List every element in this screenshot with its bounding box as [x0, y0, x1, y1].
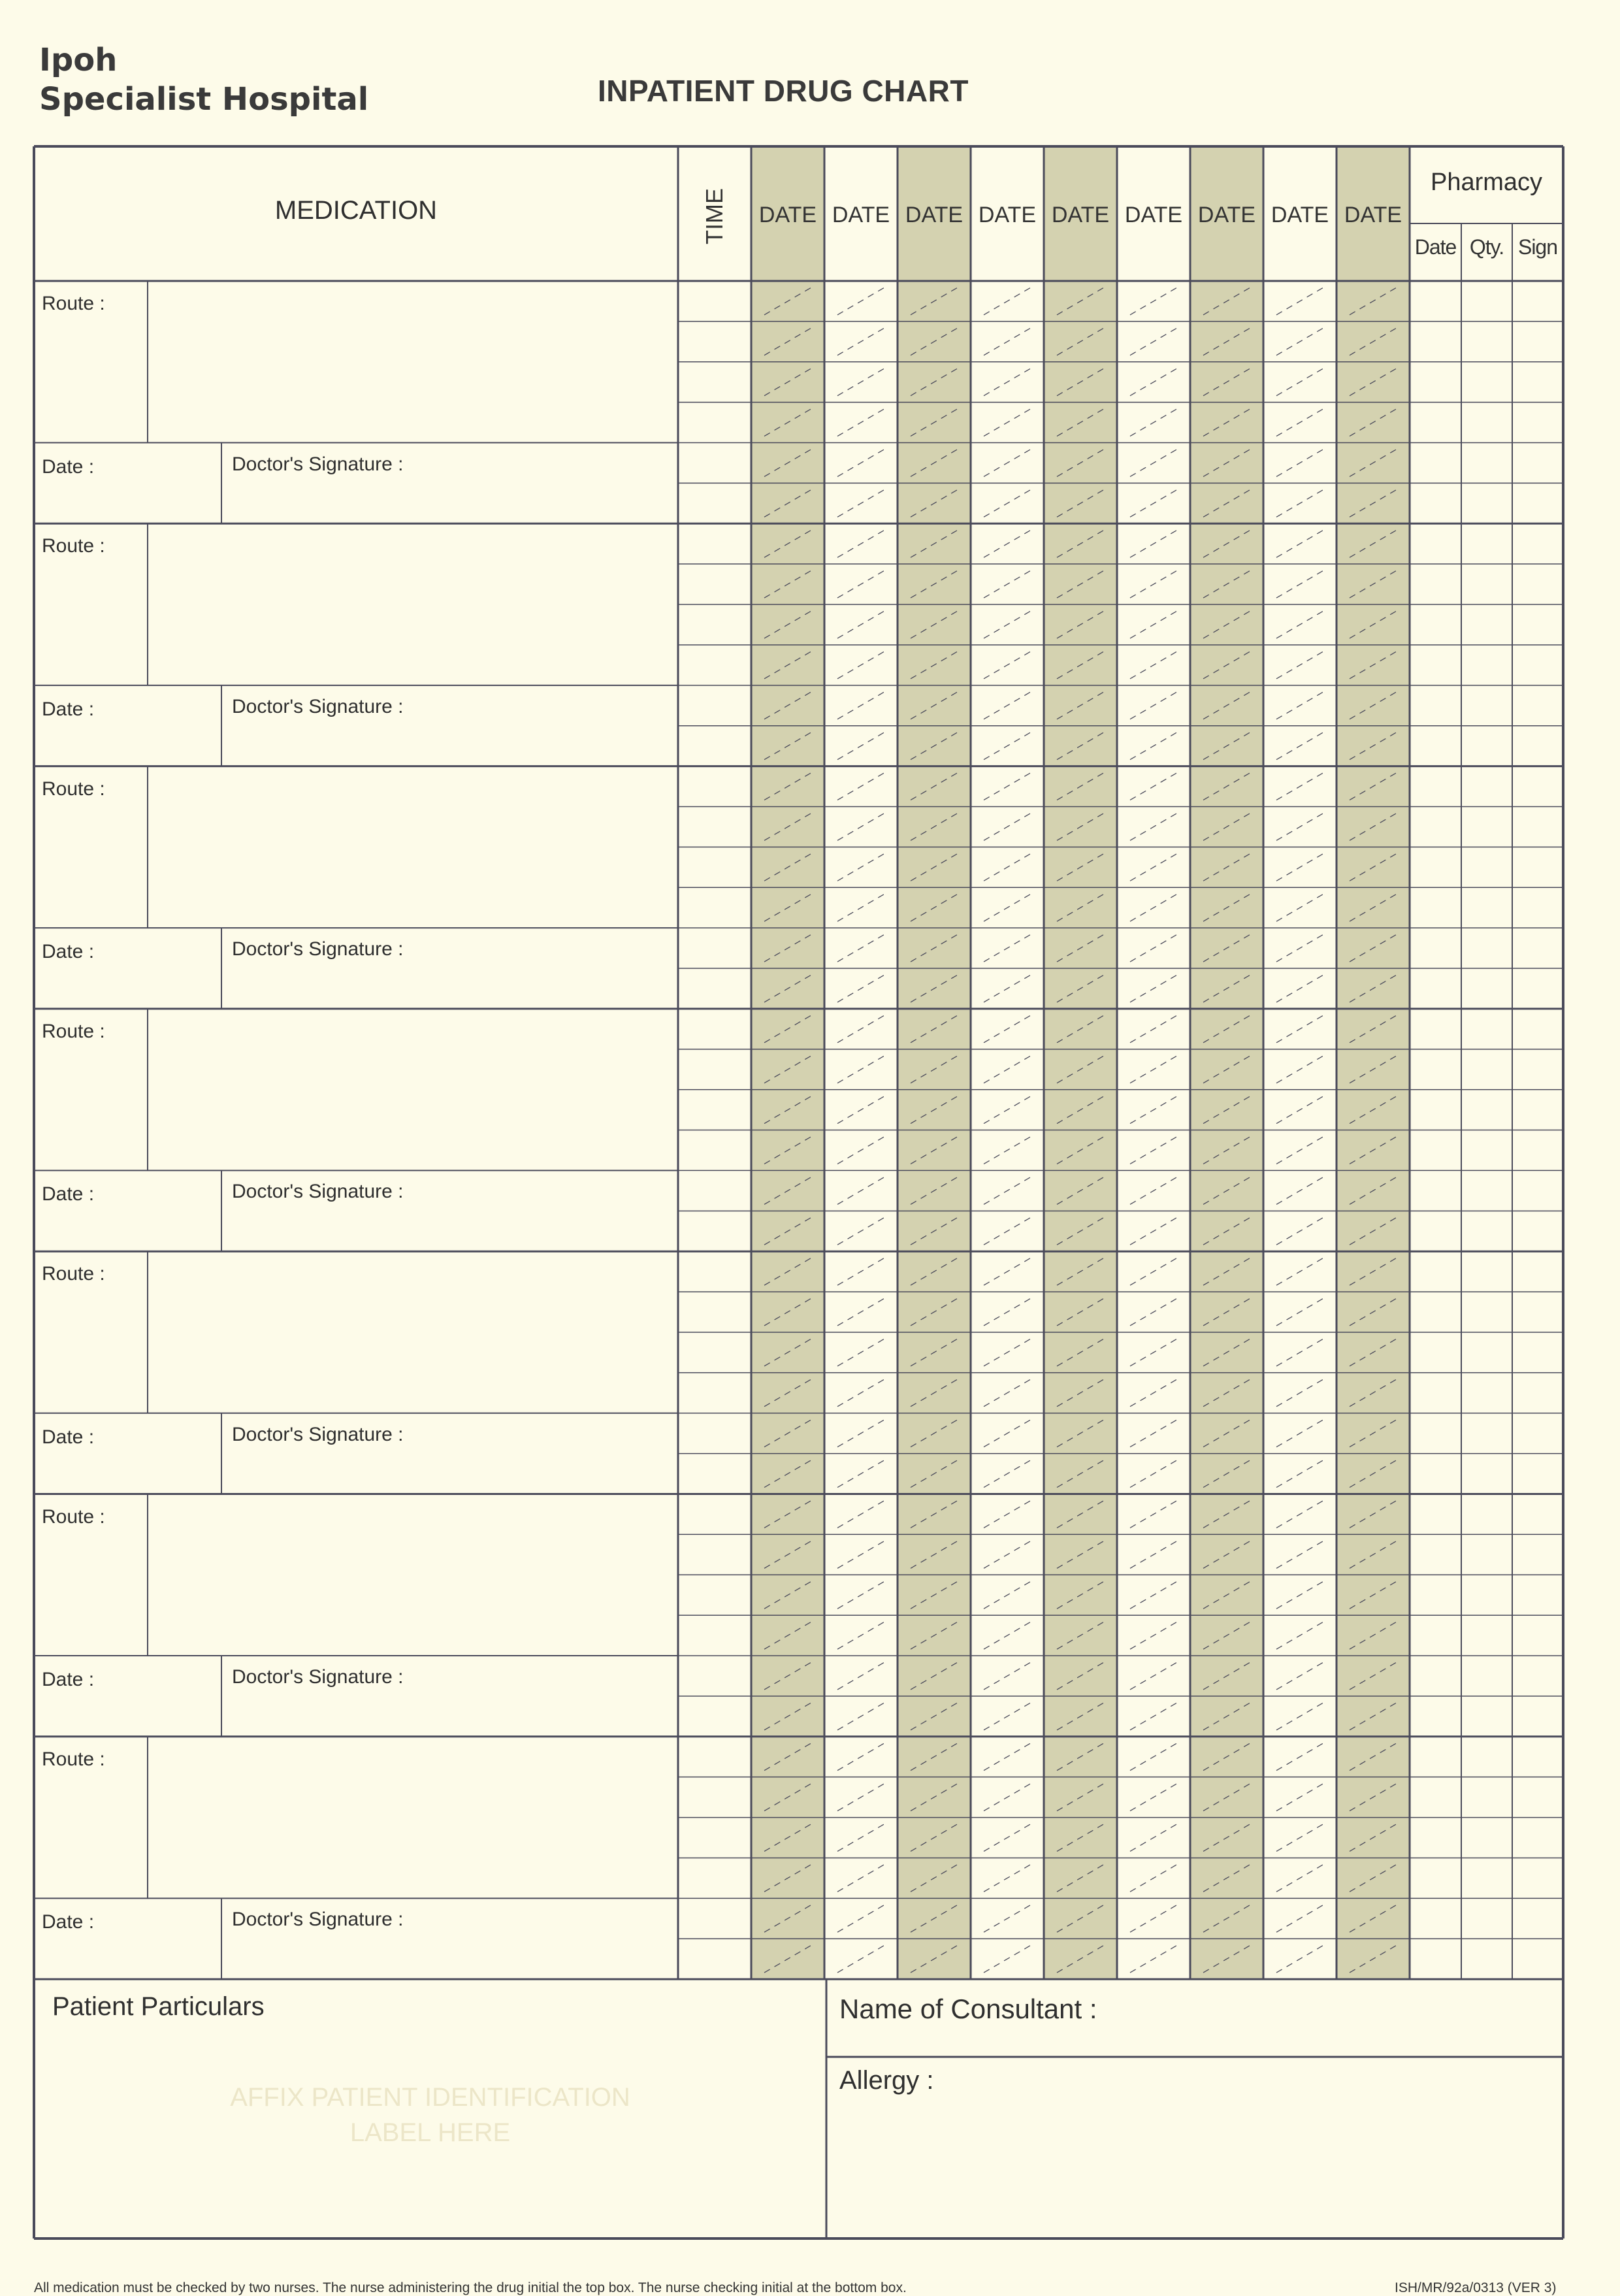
initial-slash — [1276, 1015, 1323, 1043]
initial-slash — [1130, 1096, 1177, 1124]
initial-slash — [1130, 1460, 1177, 1488]
initial-slash — [837, 1945, 884, 1973]
shaded-date-column — [1190, 146, 1263, 1979]
initial-slash — [984, 1905, 1031, 1932]
doctor-signature-label-2: Doctor's Signature : — [232, 695, 404, 717]
doctor-signature-label-4: Doctor's Signature : — [232, 1181, 404, 1203]
initial-slash — [1276, 934, 1323, 962]
initial-slash — [837, 570, 884, 598]
initial-slash — [837, 409, 884, 436]
initial-slash — [1130, 570, 1177, 598]
initial-slash — [1130, 489, 1177, 517]
date-label-3: Date : — [42, 941, 95, 963]
initial-slash — [1276, 1137, 1323, 1164]
initial-slash — [837, 773, 884, 800]
initial-slash — [984, 692, 1031, 719]
consultant-label: Name of Consultant : — [839, 1993, 1097, 2025]
initial-slash — [1276, 1905, 1323, 1932]
initial-slash — [1276, 1622, 1323, 1649]
shaded-date-column — [898, 146, 971, 1979]
initial-slash — [1276, 732, 1323, 760]
initial-slash — [837, 1743, 884, 1771]
pharmacy-col-date: Date — [1414, 235, 1457, 259]
date-header-5: DATE — [1051, 203, 1110, 227]
date-label-6: Date : — [42, 1669, 95, 1691]
initial-slash — [837, 1460, 884, 1488]
initial-slash — [984, 894, 1031, 921]
initial-slash — [1276, 1662, 1323, 1690]
initial-slash — [837, 489, 884, 517]
doctor-signature-label-3: Doctor's Signature : — [232, 938, 404, 960]
initial-slash — [1130, 1501, 1177, 1528]
initial-slash — [1130, 530, 1177, 557]
affix-label-line2: LABEL HERE — [349, 2118, 511, 2147]
initial-slash — [1130, 1015, 1177, 1043]
initial-slash — [837, 1339, 884, 1366]
shaded-date-column — [1044, 146, 1117, 1979]
initial-slash — [837, 1784, 884, 1811]
route-label-4: Route : — [42, 1020, 105, 1042]
initial-slash — [837, 1703, 884, 1730]
document-title: INPATIENT DRUG CHART — [598, 74, 969, 108]
initial-slash — [837, 287, 884, 315]
date-header-1: DATE — [758, 203, 817, 227]
pharmacy-col-qty: Qty. — [1469, 235, 1504, 259]
initial-slash — [1276, 773, 1323, 800]
initial-slash — [1276, 1945, 1323, 1973]
initial-slash — [1276, 1298, 1323, 1326]
doctor-signature-label-1: Doctor's Signature : — [232, 453, 404, 475]
initial-slash — [1276, 1824, 1323, 1852]
initial-slash — [1276, 570, 1323, 598]
route-label-6: Route : — [42, 1505, 105, 1528]
initial-slash — [837, 1905, 884, 1932]
initial-slash — [984, 1217, 1031, 1245]
date-header-6: DATE — [1124, 203, 1183, 227]
initial-slash — [984, 1501, 1031, 1528]
initial-slash — [1130, 1784, 1177, 1811]
date-header-4: DATE — [978, 203, 1037, 227]
initial-slash — [1130, 1622, 1177, 1649]
route-label-7: Route : — [42, 1748, 105, 1770]
initial-slash — [837, 1015, 884, 1043]
initial-slash — [984, 1945, 1031, 1973]
initial-slash — [1130, 813, 1177, 840]
initial-slash — [1276, 1379, 1323, 1407]
initial-slash — [837, 1096, 884, 1124]
initial-slash — [1276, 1541, 1323, 1568]
initial-slash — [984, 489, 1031, 517]
initial-slash — [1276, 1420, 1323, 1447]
initial-slash — [1130, 328, 1177, 355]
initial-slash — [1276, 1217, 1323, 1245]
initial-slash — [837, 1501, 884, 1528]
initial-slash — [1276, 1056, 1323, 1083]
initial-slash — [1130, 651, 1177, 679]
initial-slash — [837, 1662, 884, 1690]
initial-slash — [1276, 975, 1323, 1002]
initial-slash — [837, 1298, 884, 1326]
route-label-3: Route : — [42, 778, 105, 800]
initial-slash — [984, 369, 1031, 396]
date-header-2: DATE — [832, 203, 890, 227]
initial-slash — [1130, 1864, 1177, 1892]
initial-slash — [984, 773, 1031, 800]
initial-slash — [1130, 1420, 1177, 1447]
initial-slash — [837, 611, 884, 638]
initial-slash — [1130, 1703, 1177, 1730]
allergy-label: Allergy : — [839, 2066, 934, 2095]
initial-slash — [984, 1460, 1031, 1488]
initial-slash — [1130, 732, 1177, 760]
initial-slash — [984, 1824, 1031, 1852]
initial-slash — [1276, 1501, 1323, 1528]
initial-slash — [1276, 409, 1323, 436]
date-label-4: Date : — [42, 1183, 95, 1205]
initial-slash — [1276, 1258, 1323, 1285]
medication-header: MEDICATION — [274, 196, 438, 225]
initial-slash — [1130, 1581, 1177, 1609]
initial-slash — [984, 1339, 1031, 1366]
initial-slash — [1276, 530, 1323, 557]
initial-slash — [984, 1298, 1031, 1326]
initial-slash — [984, 1864, 1031, 1892]
initial-slash — [837, 732, 884, 760]
initial-slash — [1276, 1460, 1323, 1488]
route-label-5: Route : — [42, 1263, 105, 1285]
initial-slash — [984, 328, 1031, 355]
initial-slash — [1130, 975, 1177, 1002]
date-label-2: Date : — [42, 698, 95, 720]
doctor-signature-label-5: Doctor's Signature : — [232, 1423, 404, 1445]
initial-slash — [984, 287, 1031, 315]
initial-slash — [837, 894, 884, 921]
initial-slash — [1130, 611, 1177, 638]
route-label-1: Route : — [42, 293, 105, 314]
initial-slash — [837, 651, 884, 679]
initial-slash — [1130, 450, 1177, 477]
initial-slash — [837, 853, 884, 881]
initial-slash — [837, 328, 884, 355]
initial-slash — [984, 1258, 1031, 1285]
form-code: ISH/MR/92a/0313 (VER 3) — [1395, 2280, 1557, 2295]
initial-slash — [1130, 1541, 1177, 1568]
initial-slash — [1276, 1177, 1323, 1204]
initial-slash — [837, 1824, 884, 1852]
initial-slash — [1130, 934, 1177, 962]
date-label-5: Date : — [42, 1426, 95, 1448]
initial-slash — [1130, 853, 1177, 881]
doctor-signature-label-7: Doctor's Signature : — [232, 1909, 404, 1931]
initial-slash — [1276, 369, 1323, 396]
initial-slash — [1130, 1824, 1177, 1852]
initial-slash — [984, 1379, 1031, 1407]
shaded-date-column — [1336, 146, 1410, 1979]
initial-slash — [984, 1622, 1031, 1649]
initial-slash — [984, 530, 1031, 557]
initial-slash — [1276, 611, 1323, 638]
initial-slash — [837, 1581, 884, 1609]
affix-label-line1: AFFIX PATIENT IDENTIFICATION — [230, 2083, 630, 2112]
patient-particulars-label: Patient Particulars — [52, 1992, 265, 2022]
initial-slash — [1276, 651, 1323, 679]
initial-slash — [837, 1864, 884, 1892]
initial-slash — [1130, 1945, 1177, 1973]
date-label-7: Date : — [42, 1911, 95, 1933]
initial-slash — [1130, 1177, 1177, 1204]
initial-slash — [984, 1743, 1031, 1771]
initial-slash — [837, 1217, 884, 1245]
pharmacy-col-sign: Sign — [1517, 235, 1558, 259]
initial-slash — [1130, 773, 1177, 800]
initial-slash — [984, 570, 1031, 598]
initial-slash — [984, 450, 1031, 477]
initial-slash — [984, 1420, 1031, 1447]
initial-slash — [984, 1177, 1031, 1204]
initial-slash — [984, 1784, 1031, 1811]
initial-slash — [984, 853, 1031, 881]
initial-slash — [1130, 1056, 1177, 1083]
initial-slash — [837, 1420, 884, 1447]
initial-slash — [1276, 1581, 1323, 1609]
initial-slash — [837, 1056, 884, 1083]
initial-slash — [984, 1662, 1031, 1690]
date-header-9: DATE — [1344, 203, 1402, 227]
initial-slash — [1276, 692, 1323, 719]
initial-slash — [1130, 1743, 1177, 1771]
initial-slash — [1276, 894, 1323, 921]
initial-slash — [1276, 1784, 1323, 1811]
shaded-date-column — [751, 146, 824, 1979]
initial-slash — [984, 934, 1031, 962]
initial-slash — [984, 813, 1031, 840]
time-header: TIME — [701, 188, 728, 244]
initial-slash — [1130, 1905, 1177, 1932]
initial-slash — [984, 611, 1031, 638]
initial-slash — [1130, 1258, 1177, 1285]
initial-slash — [984, 1137, 1031, 1164]
initial-slash — [837, 1258, 884, 1285]
initial-slash — [1276, 287, 1323, 315]
initial-slash — [1130, 287, 1177, 315]
initial-slash — [984, 1056, 1031, 1083]
initial-slash — [1130, 692, 1177, 719]
initial-slash — [1276, 1096, 1323, 1124]
date-header-7: DATE — [1197, 203, 1256, 227]
initial-slash — [837, 369, 884, 396]
initial-slash — [984, 1703, 1031, 1730]
initial-slash — [837, 813, 884, 840]
initial-slash — [837, 1541, 884, 1568]
date-header-3: DATE — [905, 203, 964, 227]
initial-slash — [984, 1096, 1031, 1124]
initial-slash — [1130, 369, 1177, 396]
initial-slash — [984, 409, 1031, 436]
initial-slash — [837, 530, 884, 557]
initial-slash — [837, 692, 884, 719]
initial-slash — [984, 1581, 1031, 1609]
initial-slash — [837, 1622, 884, 1649]
initial-slash — [984, 651, 1031, 679]
pharmacy-header: Pharmacy — [1430, 169, 1543, 196]
initial-slash — [837, 1137, 884, 1164]
initial-slash — [1276, 1864, 1323, 1892]
initial-slash — [984, 1015, 1031, 1043]
initial-slash — [1130, 894, 1177, 921]
hospital-name-line1: Ipoh — [39, 42, 118, 78]
initial-slash — [1130, 1339, 1177, 1366]
initial-slash — [1130, 1217, 1177, 1245]
initial-slash — [1276, 450, 1323, 477]
initial-slash — [1130, 1662, 1177, 1690]
footer-note: All medication must be checked by two nurses. The nurse administering the drug initial the top box. The nurse checking initial at the bottom box. — [34, 2280, 907, 2295]
initial-slash — [1130, 409, 1177, 436]
initial-slash — [837, 1177, 884, 1204]
hospital-name-line2: Specialist Hospital — [39, 81, 369, 118]
initial-slash — [837, 975, 884, 1002]
initial-slash — [837, 1379, 884, 1407]
initial-slash — [1276, 1743, 1323, 1771]
initial-slash — [1276, 813, 1323, 840]
initial-slash — [984, 732, 1031, 760]
initial-slash — [1276, 1703, 1323, 1730]
initial-slash — [1276, 1339, 1323, 1366]
initial-slash — [984, 975, 1031, 1002]
doctor-signature-label-6: Doctor's Signature : — [232, 1666, 404, 1688]
route-label-2: Route : — [42, 535, 105, 557]
initial-slash — [1130, 1137, 1177, 1164]
initial-slash — [837, 450, 884, 477]
initial-slash — [1276, 853, 1323, 881]
initial-slash — [984, 1541, 1031, 1568]
initial-slash — [1276, 328, 1323, 355]
date-header-8: DATE — [1271, 203, 1329, 227]
initial-slash — [1130, 1379, 1177, 1407]
date-label-1: Date : — [42, 455, 95, 478]
initial-slash — [1276, 489, 1323, 517]
initial-slash — [837, 934, 884, 962]
initial-slash — [1130, 1298, 1177, 1326]
